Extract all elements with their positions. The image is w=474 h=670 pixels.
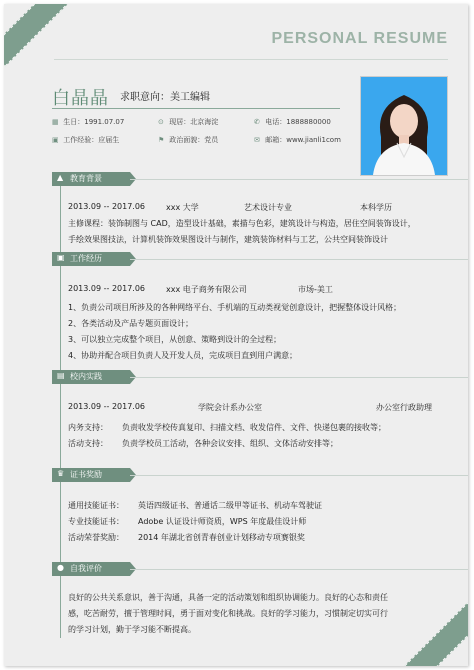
portrait-image [361, 77, 447, 175]
campus-activity-label: 活动支持： [68, 439, 108, 448]
work-position: 市场-美工 [298, 285, 333, 294]
education-courses-line1: 主修课程：装饰制图与 CAD，造型设计基础，素描与色彩，建筑设计与构造，居住空间装饰设计， [68, 219, 416, 228]
campus-activity: 负责学校员工活动，各种会议安排、组织、文体活动安排等； [122, 439, 338, 448]
section-divider [130, 475, 468, 476]
certificate-value: 2014 年湖北省创青春创业计划移动专项赛银奖 [138, 533, 305, 542]
briefcase-icon: ▣ [57, 253, 65, 262]
mail-icon: ✉ [254, 136, 260, 144]
info-experience [52, 135, 119, 145]
work-item: 4、协助并配合项目负责人及开发人员，完成项目直到用户满意； [68, 351, 298, 360]
self-eval-line: 良好的公共关系意识，善于沟通，具备一定的活动策划和组织协调能力。良好的心态和责任 [68, 593, 388, 602]
timeline-line [60, 266, 61, 370]
work-period: 2013.09 -- 2017.06 [68, 284, 146, 293]
campus-org: 学院会计系办公室 [198, 403, 262, 412]
campus-role: 办公室行政助理 [376, 403, 432, 412]
corner-ribbon-top [4, 4, 69, 66]
experience-value: 应届生 [98, 136, 120, 144]
candidate-name: 白晶晶 [52, 88, 109, 109]
name-divider [52, 108, 340, 109]
location-label: 现居： [169, 118, 191, 126]
campus-content-label: 内务支持： [68, 423, 108, 432]
job-intent: 求职意向：美工编辑 [120, 92, 210, 103]
work-item: 3、可以独立完成整个项目，从创意、策略到设计的全过程； [68, 335, 282, 344]
timeline-line [60, 186, 61, 252]
email-value: www.jianli1com [286, 136, 341, 144]
email-label: 邮箱： [265, 136, 287, 144]
timeline-line [60, 482, 61, 562]
self-eval-line: 的学习计划，勤于学习能不断提高。 [68, 625, 196, 634]
timeline-line [60, 384, 61, 468]
graduation-cap-icon: ▲ [57, 173, 64, 182]
certificate-label: 通用技能证书： [68, 501, 124, 510]
self-eval-line: 感，吃苦耐劳，擅于管理时间，勇于面对变化和挑战。良好的学习能力，习惯制定切实可行 [68, 609, 388, 618]
campus-period: 2013.09 -- 2017.06 [68, 402, 146, 411]
education-period: 2013.09 -- 2017.06 [68, 202, 146, 211]
info-phone [254, 117, 331, 127]
resume-page [4, 4, 468, 666]
campus-content: 负责收发学校传真复印、扫描文档、收发信件、文件、快递包裹的接收等； [122, 423, 386, 432]
education-major: 艺术设计专业 [244, 203, 292, 212]
birth-value: 1991.07.07 [84, 118, 125, 126]
person-icon: ● [57, 563, 64, 572]
certificate-value: 英语四级证书、普通话二级甲等证书、机动车驾驶证 [138, 501, 322, 510]
education-school: xxx 大学 [166, 203, 199, 212]
education-heading-text: 教育背景 [70, 174, 102, 183]
location-value: 北京海淀 [190, 118, 219, 126]
header-divider [54, 59, 448, 60]
birth-label: 生日： [63, 118, 85, 126]
certificate-label: 活动荣誉奖励： [68, 533, 124, 542]
political-label: 政治面貌： [169, 136, 205, 144]
section-divider [130, 377, 468, 378]
section-divider [130, 179, 468, 180]
phone-value: 1888880000 [286, 118, 331, 126]
experience-label: 工作经验： [63, 136, 99, 144]
resume-title: PERSONAL RESUME [271, 30, 448, 47]
section-divider [130, 569, 468, 570]
info-email [254, 135, 341, 145]
campus-heading-text: 校内实践 [70, 372, 102, 381]
work-item: 1、负责公司项目所涉及的各种网络平台、手机端的互动类视觉创意设计，把握整体设计风格； [68, 303, 402, 312]
section-divider [130, 259, 468, 260]
phone-label: 电话： [265, 118, 287, 126]
flag-icon: ⚑ [158, 136, 165, 144]
phone-icon: ✆ [254, 118, 260, 126]
info-location [158, 117, 218, 127]
certificate-value: Adobe 认证设计师资质，WPS 年度最佳设计师 [138, 517, 307, 526]
calendar-icon: ▦ [52, 118, 59, 126]
education-degree: 本科学历 [360, 203, 392, 212]
briefcase-icon: ▣ [52, 136, 59, 144]
building-icon: ▤ [57, 371, 65, 380]
political-value: 党员 [204, 136, 219, 144]
info-political [158, 135, 218, 145]
education-courses-line2: 手绘效果图技法，计算机装饰效果图设计与制作，建筑装饰材料与工艺，公共空间装饰设计 [68, 235, 388, 244]
certificate-label: 专业技能证书： [68, 517, 124, 526]
profile-photo [360, 76, 448, 176]
work-heading-text: 工作经历 [70, 254, 102, 263]
work-item: 2、各类活动及产品专题页面设计； [68, 319, 194, 328]
timeline-line [60, 576, 61, 638]
self-eval-heading-text: 自我评价 [70, 564, 102, 573]
info-birth [52, 117, 124, 127]
certificates-heading-text: 证书奖励 [70, 470, 102, 479]
corner-ribbon-bottom [405, 602, 468, 666]
work-company: xxx 电子商务有限公司 [166, 285, 247, 294]
location-pin-icon: ⊙ [158, 118, 164, 126]
trophy-icon: ♛ [57, 469, 65, 478]
